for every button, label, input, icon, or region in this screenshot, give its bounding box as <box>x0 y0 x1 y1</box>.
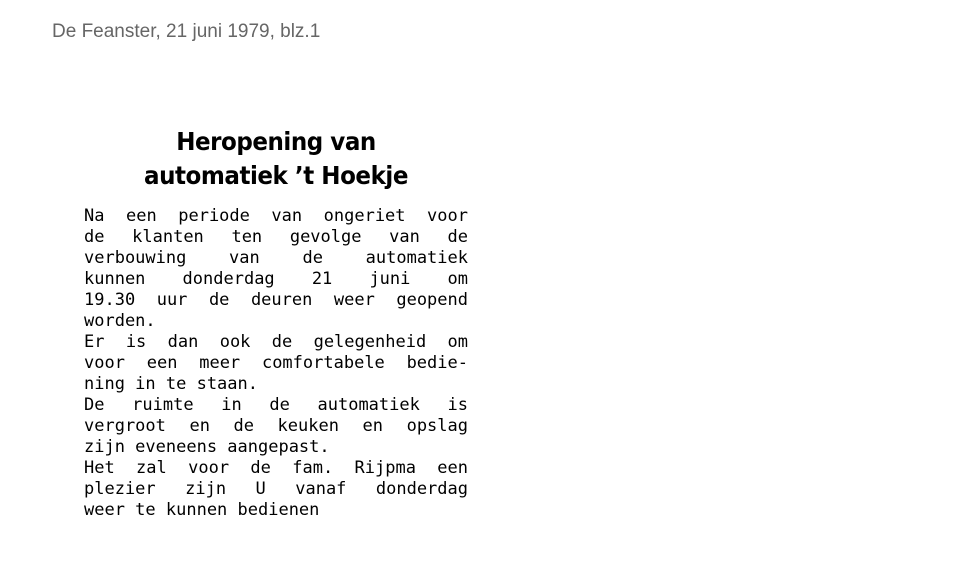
article-line: vergroot en de keuken en opslag <box>84 416 468 436</box>
article-line: Het zal voor de fam. Rijpma een <box>84 458 468 478</box>
article-line: worden. <box>84 311 156 331</box>
article-line: 19.30 uur de deuren weer geopend <box>84 290 468 310</box>
article-line: weer te kunnen bedienen <box>84 500 320 520</box>
article-line: Er is dan ook de gelegenheid om <box>84 332 468 352</box>
article-line: ning in te staan. <box>84 374 258 394</box>
article-line: voor een meer comfortabele bedie- <box>84 353 468 373</box>
article-line: zijn eveneens aangepast. <box>84 437 330 457</box>
article-body <box>84 206 468 521</box>
article-line: verbouwing van de automatiek <box>84 248 468 268</box>
article-line: plezier zijn U vanaf donderdag <box>84 479 468 499</box>
headline-line: automatiek ’t Hoekje <box>144 161 408 190</box>
headline <box>96 125 457 193</box>
source-caption: De Feanster, 21 juni 1979, blz.1 <box>52 21 321 42</box>
newspaper-clipping <box>80 125 472 525</box>
article-line: De ruimte in de automatiek is <box>84 395 468 415</box>
article-line: Na een periode van ongeriet voor <box>84 206 468 226</box>
headline-line: Heropening van <box>176 127 376 156</box>
article-line: kunnen donderdag 21 juni om <box>84 269 468 289</box>
article-line: de klanten ten gevolge van de <box>84 227 468 247</box>
